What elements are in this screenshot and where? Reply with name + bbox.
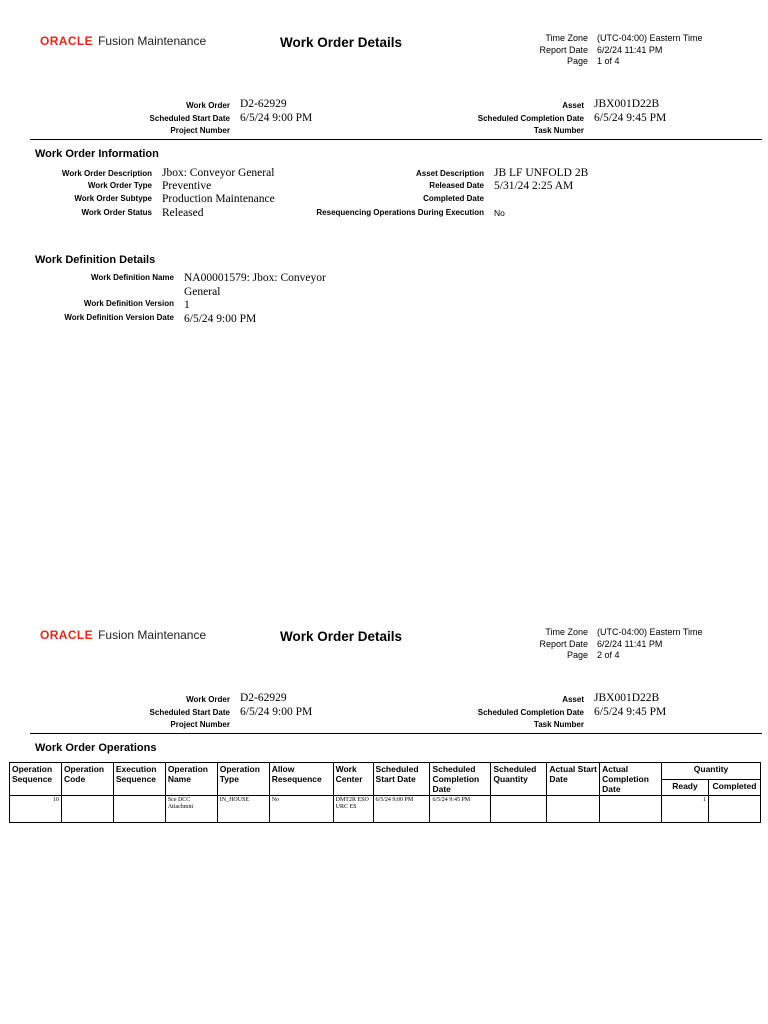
time-zone-label: Time Zone	[545, 627, 588, 637]
cell-ready: 1	[662, 796, 709, 823]
col-header-sched-start: Scheduled Start Date	[373, 763, 430, 796]
oracle-logo	[40, 34, 206, 48]
status-label: Work Order Status	[81, 208, 152, 217]
col-header-work-center: Work Center	[333, 763, 373, 796]
section-title-information: Work Order Information	[35, 148, 159, 160]
cell-sched-start: 6/5/24 9:00 PM	[373, 796, 430, 823]
time-zone-value: (UTC-04:00) Eastern Time	[597, 627, 703, 637]
status-value: Released	[162, 207, 204, 219]
scheduled-completion-value: 6/5/24 9:45 PM	[594, 706, 667, 718]
definition-version-date-value: 6/5/24 9:00 PM	[184, 313, 257, 325]
oracle-wordmark: ORACLE	[40, 628, 94, 642]
scheduled-completion-label: Scheduled Completion Date	[477, 114, 584, 123]
released-date-label: Released Date	[429, 181, 484, 190]
completed-date-label: Completed Date	[423, 194, 484, 203]
cell-sched-qty	[491, 796, 547, 823]
scheduled-completion-label: Scheduled Completion Date	[477, 708, 584, 717]
header-divider	[30, 733, 762, 734]
work-order-value: D2-62929	[240, 98, 287, 110]
cell-work-center: DMT2R ESOURC ES	[333, 796, 373, 823]
scheduled-start-label: Scheduled Start Date	[149, 708, 230, 717]
col-header-ready: Ready	[662, 779, 709, 796]
page-label: Page	[566, 56, 588, 66]
resequencing-value: No	[494, 208, 505, 218]
col-header-allow-reseq: Allow Resequence	[269, 763, 333, 796]
report-date-value: 6/2/24 11:41 PM	[597, 44, 663, 55]
col-header-op-name: Operation Name	[165, 763, 217, 796]
cell-sched-completion: 6/5/24 9:45 PM	[430, 796, 491, 823]
col-header-sched-qty: Scheduled Quantity	[491, 763, 547, 796]
report-title: Work Order Details	[280, 35, 403, 50]
page-label: Page	[566, 650, 588, 660]
col-header-actual-completion: Actual Completion Date	[600, 763, 662, 796]
table-row	[10, 796, 761, 823]
report-date-label: Report Date	[539, 638, 588, 649]
time-zone-value: (UTC-04:00) Eastern Time	[597, 33, 703, 43]
definition-version-date-label: Work Definition Version Date	[64, 313, 174, 322]
cell-op-seq: 10	[10, 796, 62, 823]
oracle-wordmark: ORACLE	[40, 34, 94, 48]
definition-name-label: Work Definition Name	[91, 273, 174, 282]
page-number: 2 of 4	[597, 650, 620, 660]
report-title: Work Order Details	[280, 629, 403, 644]
operations-table	[9, 762, 761, 823]
released-date-value: 5/31/24 2:25 AM	[494, 180, 574, 192]
cell-actual-completion	[600, 796, 662, 823]
header-meta	[500, 627, 703, 662]
report-date-value: 6/2/24 11:41 PM	[597, 638, 663, 649]
definition-name-value: NA00001579: Jbox: Conveyor	[184, 272, 326, 284]
asset-label: Asset	[562, 101, 584, 110]
work-order-value: D2-62929	[240, 692, 287, 704]
scheduled-start-value: 6/5/24 9:00 PM	[240, 706, 313, 718]
time-zone-label: Time Zone	[545, 33, 588, 43]
resequencing-label: Resequencing Operations During Execution	[316, 208, 484, 217]
asset-description-value: JB LF UNFOLD 2B	[494, 167, 589, 179]
section-title-operations: Work Order Operations	[35, 742, 157, 754]
cell-op-type: IN_HOUSE	[217, 796, 269, 823]
project-number-label: Project Number	[170, 126, 230, 135]
col-header-op-seq: Operation Sequence	[10, 763, 62, 796]
cell-exec-seq	[113, 796, 165, 823]
page-number: 1 of 4	[597, 56, 620, 66]
col-header-completed: Completed	[708, 779, 760, 796]
scheduled-start-label: Scheduled Start Date	[149, 114, 230, 123]
definition-name-value-line2: General	[184, 286, 221, 298]
task-number-label: Task Number	[533, 126, 584, 135]
description-value: Jbox: Conveyor General	[162, 167, 275, 179]
scheduled-completion-value: 6/5/24 9:45 PM	[594, 112, 667, 124]
cell-allow-reseq: No	[269, 796, 333, 823]
type-label: Work Order Type	[87, 181, 152, 190]
cell-op-name: Sce DCC Attachmnt	[165, 796, 217, 823]
task-number-label: Task Number	[533, 720, 584, 729]
col-header-actual-start: Actual Start Date	[547, 763, 600, 796]
header-divider	[30, 139, 762, 140]
cell-op-code	[61, 796, 113, 823]
subtype-value: Production Maintenance	[162, 193, 275, 205]
work-order-label: Work Order	[186, 695, 230, 704]
type-value: Preventive	[162, 180, 212, 192]
oracle-logo	[40, 628, 206, 642]
work-order-label: Work Order	[186, 101, 230, 110]
definition-version-label: Work Definition Version	[83, 299, 174, 308]
header-meta	[500, 33, 703, 68]
definition-version-value: 1	[184, 299, 190, 311]
col-header-sched-completion: Scheduled Completion Date	[430, 763, 491, 796]
col-header-exec-seq: Execution Sequence	[113, 763, 165, 796]
section-title-definition: Work Definition Details	[35, 254, 156, 266]
product-name: Fusion Maintenance	[98, 628, 207, 642]
asset-description-label: Asset Description	[415, 169, 484, 178]
asset-value: JBX001D22B	[594, 98, 660, 110]
col-header-quantity: Quantity	[662, 763, 761, 780]
col-header-op-type: Operation Type	[217, 763, 269, 796]
project-number-label: Project Number	[170, 720, 230, 729]
asset-value: JBX001D22B	[594, 692, 660, 704]
description-label: Work Order Description	[61, 169, 152, 178]
asset-label: Asset	[562, 695, 584, 704]
col-header-op-code: Operation Code	[61, 763, 113, 796]
scheduled-start-value: 6/5/24 9:00 PM	[240, 112, 313, 124]
cell-actual-start	[547, 796, 600, 823]
report-date-label: Report Date	[539, 44, 588, 55]
product-name: Fusion Maintenance	[98, 34, 207, 48]
subtype-label: Work Order Subtype	[74, 194, 152, 203]
cell-completed	[708, 796, 760, 823]
table-header-row	[10, 763, 761, 780]
